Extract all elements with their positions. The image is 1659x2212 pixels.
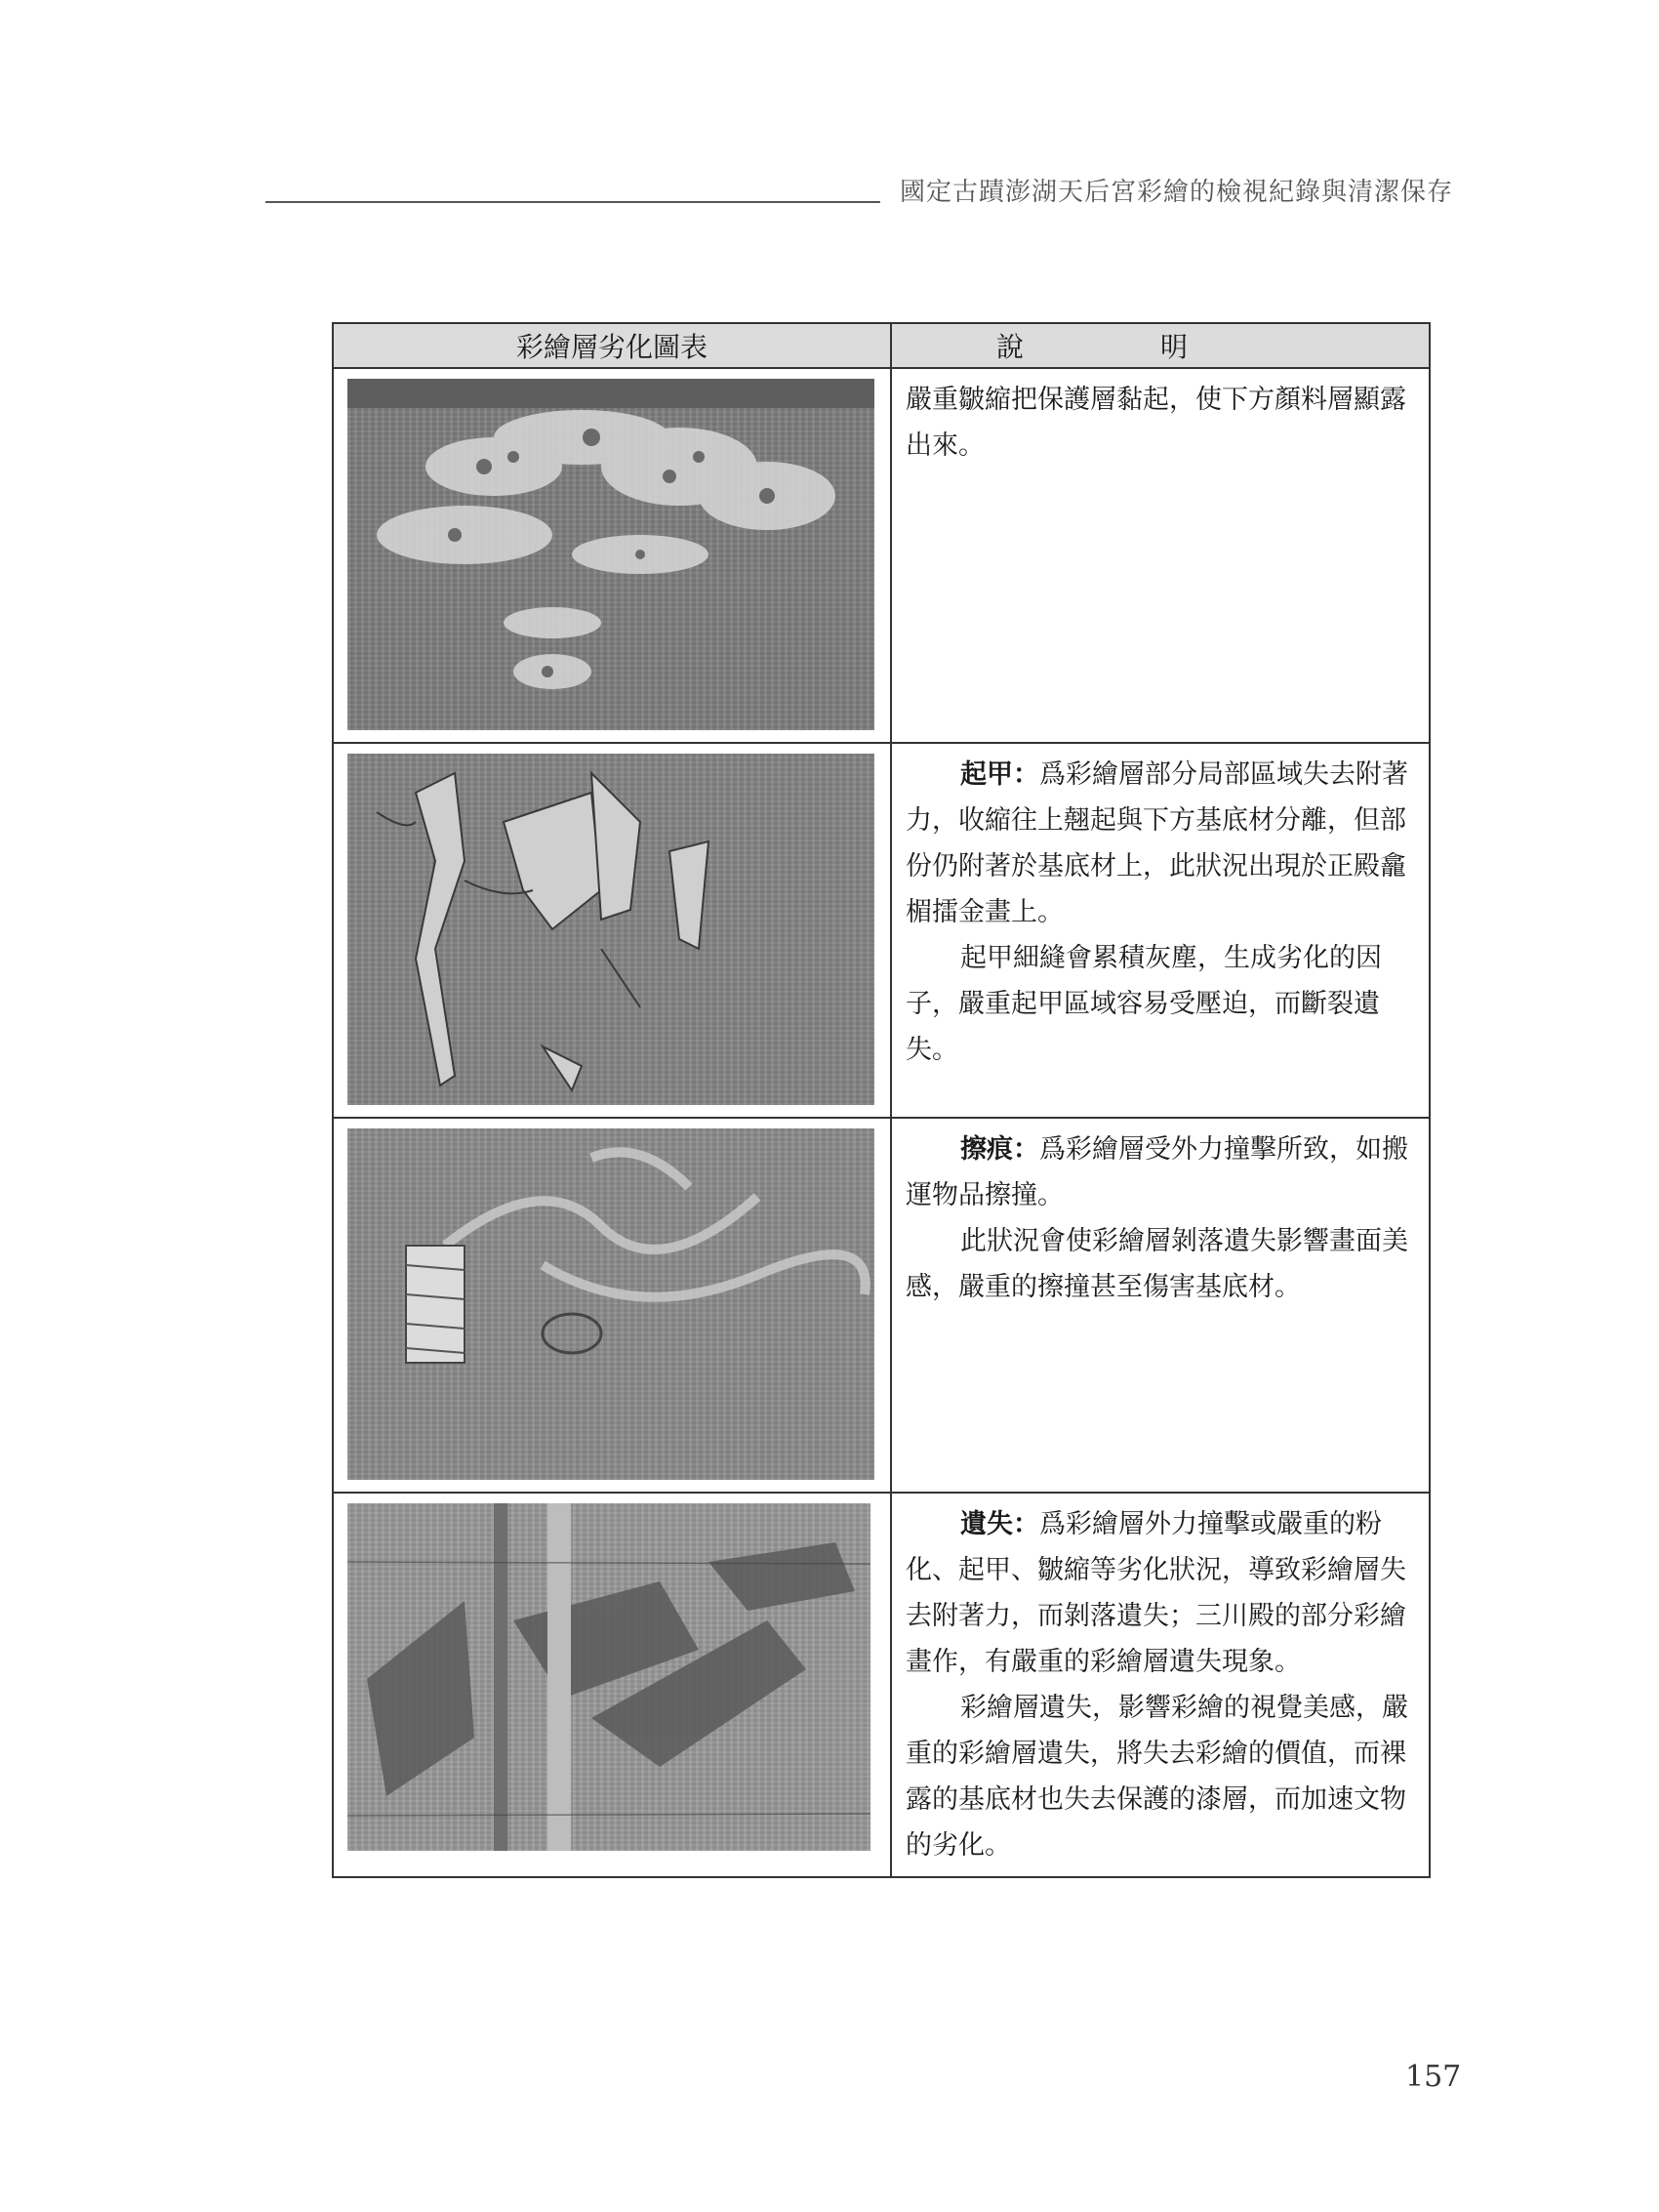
term-label: 遺失： <box>960 1509 1039 1539</box>
photo-shrinkage-art <box>347 379 874 730</box>
table-row <box>333 1493 1430 1877</box>
running-header <box>265 172 1476 211</box>
photo-shrinkage <box>347 379 874 730</box>
image-cell <box>333 1493 891 1877</box>
degradation-table <box>332 322 1431 1878</box>
table-row <box>333 743 1430 1118</box>
page-number: 157 <box>1405 2060 1462 2094</box>
description-cell <box>891 1493 1430 1877</box>
table-row <box>333 368 1430 743</box>
description-paragraph: 此狀況會使彩繪層剝落遺失影響畫面美感，嚴重的擦撞甚至傷害基底材。 <box>906 1226 1408 1302</box>
description-paragraph: 嚴重皺縮把保護層黏起，使下方顏料層顯露出來。 <box>906 385 1406 461</box>
description-paragraph: 彩繪層遺失，影響彩繪的視覺美感，嚴重的彩繪層遺失，將失去彩繪的價值，而裸露的基底材也失去保護的漆層，而加速文物的劣化。 <box>906 1693 1408 1861</box>
description-cell <box>891 1118 1430 1493</box>
column-header-description: 說明 <box>891 323 1430 368</box>
header-title: 國定古蹟澎湖天后宮彩繪的檢視紀錄與清潔保存 <box>900 178 1454 207</box>
table-row <box>333 1118 1430 1493</box>
image-cell <box>333 368 891 743</box>
image-cell <box>333 1118 891 1493</box>
description-cell <box>891 368 1430 743</box>
column-header-images: 彩繪層劣化圖表 <box>333 323 891 368</box>
description-cell <box>891 743 1430 1118</box>
image-cell <box>333 743 891 1118</box>
description-paragraph: 起甲細縫會累積灰塵，生成劣化的因子，嚴重起甲區域容易受壓迫，而斷裂遺失。 <box>906 943 1382 1065</box>
photo-loss-art <box>347 1503 870 1851</box>
photo-flaking <box>347 754 874 1105</box>
photo-loss <box>347 1503 870 1851</box>
photo-scratch-art <box>347 1128 874 1480</box>
table-header-row <box>333 323 1430 368</box>
photo-flaking-art <box>347 754 874 1105</box>
photo-scratch <box>347 1128 874 1480</box>
description-paragraph: 起甲：爲彩繪層部分局部區域失去附著力，收縮往上翹起與下方基底材分離，但部份仍附著於基底材上，此狀況出現於正殿龕楣擂金畫上。 <box>906 759 1408 927</box>
term-label: 擦痕： <box>960 1134 1039 1165</box>
description-paragraph: 擦痕：爲彩繪層受外力撞擊所致，如搬運物品擦撞。 <box>906 1134 1408 1210</box>
term-label: 起甲： <box>960 759 1039 790</box>
header-rule <box>265 201 880 203</box>
description-paragraph: 遺失：爲彩繪層外力撞擊或嚴重的粉化、起甲、皺縮等劣化狀況，導致彩繪層失去附著力，而剝落遺失；三川殿的部分彩繪畫作，有嚴重的彩繪層遺失現象。 <box>906 1509 1406 1677</box>
